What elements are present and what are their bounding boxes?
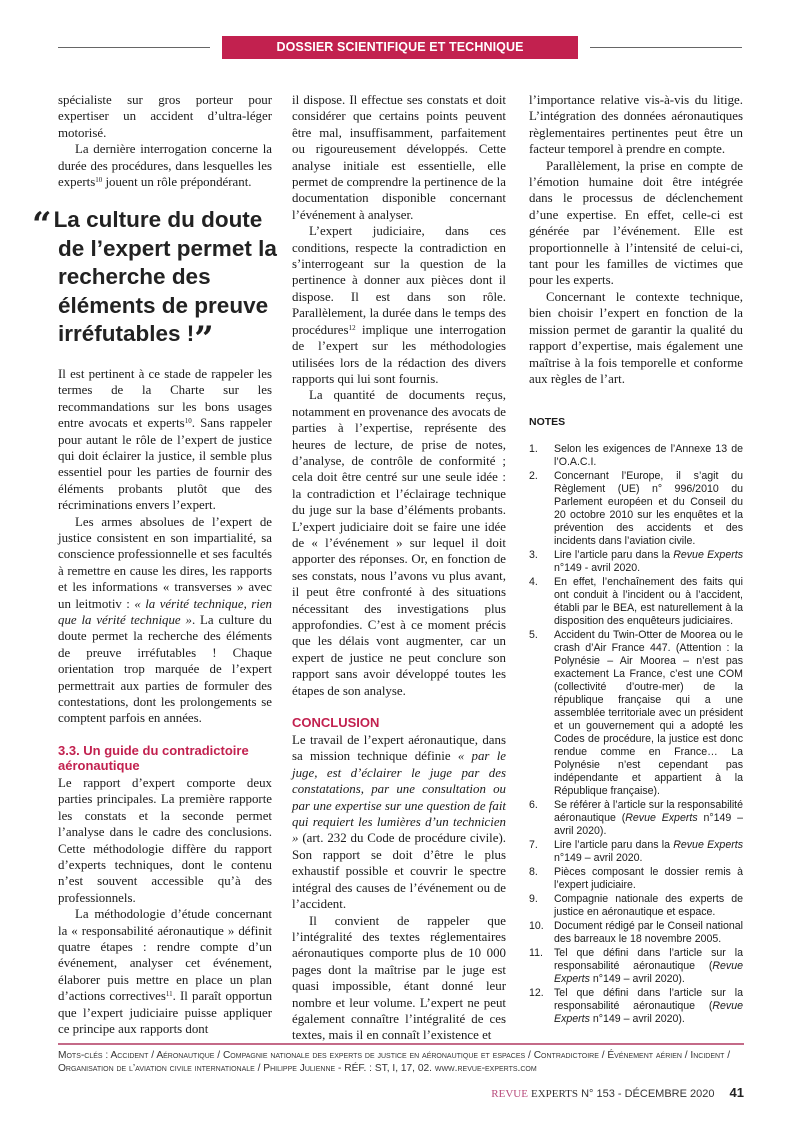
footnote-ref: 10	[95, 176, 103, 185]
italic-text: Revue Experts	[625, 811, 698, 824]
text-run: Se référer à l’article sur la responsabilité aéronautique (	[554, 798, 744, 824]
paragraph	[58, 514, 272, 727]
footer-issue: N° 153 - DÉCEMBRE 2020	[578, 1088, 715, 1100]
note-text	[554, 920, 743, 946]
conclusion-heading: CONCLUSION	[292, 715, 380, 731]
text-run: Lire l’article paru dans la	[554, 838, 674, 851]
paragraph	[58, 906, 272, 1037]
text-run: La dernière interrogation concerne la durée des procédures, dans lesquelles les experts	[58, 142, 272, 190]
paragraph	[292, 223, 506, 387]
text-run: . La culture du doute permet la recherche des éléments de preuve irréfutables ! Chaque orientation trop marquée de l’expert permettrait aux parties de formuler des contestations, dont les prolongements se comptent parfois en années.	[58, 613, 272, 726]
note-number: 1.	[529, 442, 538, 455]
text-run: Document rédigé par le Conseil national des barreaux le 18 novembre 2005.	[554, 919, 743, 945]
note-text	[554, 987, 743, 1026]
text-run: Concernant le contexte technique, bien choisir l’expert en fonction de la mission permet de garantir la qualité du rapport d’expertise, mais également une maîtrise à la fois temporelle et conforme aux règles de l’art.	[529, 289, 743, 386]
text-run: La quantité de documents reçus, notamment en provenance des avocats de parties à l’expertise, représente des heures de lecture, de prise de notes, d’analyse, de contrôle de conformité ; cela doit être centré sur une seule idée : la contradiction et l’éclairage technique du juge sur la base d’éléments probants. L’expert judiciaire doit se faire une idée de « l’événement » sur lequel il doit apporter des réponses. Or, en fonction de ses constats, nous l’avons vu plus avant, il peut être confronté à des situations nécessitant des investigations plus approfondies. C’est à ce moment précis que les délais vont augmenter, car un expert de justice ne peut conclure son rapport sans avoir développé toutes les étapes de son analyse.	[292, 388, 506, 698]
column-2	[292, 92, 506, 1044]
column-1	[32, 92, 277, 1037]
paragraph	[292, 732, 506, 912]
text-run: n°149 – avril 2020.	[554, 851, 643, 864]
note-item	[529, 947, 743, 986]
text-run: n°149 – avril 2020).	[589, 972, 685, 985]
text-run: Il est pertinent à ce stade de rappeler les termes de la Charte sur les recommandations sur les bons usages entre avocats et experts	[58, 366, 272, 431]
text-run: En effet, l’enchaînement des faits qui ont conduit à l’incident ou à l’accident, établi par le BEA, est naturellement à la disposition des enquêteurs judiciaires.	[554, 575, 743, 627]
note-number: 2.	[529, 469, 538, 482]
note-item	[529, 987, 743, 1026]
header-rule-right	[590, 47, 742, 48]
note-item	[529, 549, 743, 575]
text-run: n°149 – avril 2020).	[589, 1012, 685, 1025]
text-run: La méthodologie d’étude concernant la « responsabilité aéronautique » définit quatre étapes : rendre compte d’un événement, analyser cet événement, élaborer puis mettre en place un plan d’actions correctives	[58, 907, 272, 1004]
note-item	[529, 799, 743, 838]
note-text	[554, 866, 743, 892]
note-item	[529, 629, 743, 798]
note-number: 12.	[529, 986, 544, 999]
text-run: Lire l’article paru dans la	[554, 548, 674, 561]
note-text	[554, 893, 743, 919]
note-number: 10.	[529, 919, 544, 932]
note-item	[529, 443, 743, 469]
notes-list	[529, 443, 743, 1026]
text-run: Il convient de rappeler que l’intégralité des textes réglementaires aéronautiques comporte plus de 10 000 pages dont la maîtrise par le juge est quasi impossible, étant donné leur nombre et leur volume. L’expert ne peut également connaître l’intégralité de ces textes, mais il en connaît l’existence et	[292, 913, 506, 1043]
paragraph	[58, 141, 272, 190]
text-run: Le rapport d’expert comporte deux parties principales. La première rapporte les constats et la seconde permet l’analyse dans le cadre des conclusions. Cette méthodologie diffère du rapport d’experts techniques, dont le contenu n’est souvent accessible qu’à des professionnels.	[58, 775, 272, 905]
italic-text: Revue Experts	[673, 548, 743, 561]
paragraph	[58, 366, 272, 514]
footnote-ref: 11	[165, 990, 173, 999]
note-number: 6.	[529, 798, 538, 811]
column-3	[529, 92, 743, 1027]
text-run: implique une interrogation de l’expert sur les méthodologies utilisées lors de la rédaction des divers rapports qui lui sont fournis.	[292, 322, 506, 386]
italic-text: Revue Experts	[554, 959, 743, 985]
text-run: jouent un rôle prépondérant.	[102, 175, 252, 190]
note-text	[554, 629, 743, 798]
text-run: Le travail de l’expert aéronautique, dans sa mission technique définie	[292, 733, 506, 764]
text-run: Selon les exigences de l’Annexe 13 de l’O.A.C.I.	[554, 442, 743, 468]
note-text	[554, 799, 743, 838]
text-run: n°149 – avril 2020).	[554, 811, 744, 837]
note-number: 7.	[529, 838, 538, 851]
note-number: 9.	[529, 892, 538, 905]
text-run: (art. 232 du Code de procédure civile). Son rapport se doit d’être le plus exhaustif possible et couvrir le spectre intégral des causes de l’événement ou de l’accident.	[292, 831, 506, 912]
note-item	[529, 920, 743, 946]
text-run: spécialiste sur gros porteur pour expertiser un accident d’ultra-léger motorisé.	[58, 93, 272, 140]
footer-revue: REVUE	[491, 1088, 528, 1100]
note-number: 5.	[529, 628, 538, 641]
italic-text: Revue Experts	[554, 999, 743, 1025]
paragraph	[292, 387, 506, 699]
note-item	[529, 576, 743, 628]
page-footer	[491, 1085, 744, 1100]
close-quote-mark: ”	[194, 319, 214, 360]
text-run: Pièces composant le dossier remis à l’expert judiciaire.	[554, 865, 743, 891]
footer-rule	[58, 1043, 744, 1045]
note-text	[554, 549, 743, 575]
header-rule-left	[58, 47, 210, 48]
note-item	[529, 839, 743, 865]
keywords: Mots-clés : Accident / Aéronautique / Compagnie nationale des experts de justice en aéronautique et espaces / Contradictoire / Événement aérien / Incident / Organisation de l’aviation civile internationale / Philippe Julienne - RÉF. : ST, I, 17, 02. www.revue-experts.com	[58, 1050, 731, 1074]
text-run: Compagnie nationale des experts de justice en aéronautique et espace.	[554, 892, 743, 918]
note-number: 3.	[529, 548, 538, 561]
footer-experts: EXPERTS	[531, 1088, 579, 1100]
pull-quote	[32, 205, 278, 360]
italic-text: Revue Experts	[673, 838, 743, 851]
text-run: . Sans rappeler pour autant le rôle de l’expert de justice qui doit éclairer la justice, il semble plus essentiel pour les parties de fournir des éléments probants plutôt que des récriminations envers l’expert.	[58, 416, 272, 513]
text-run: Les armes absolues de l’expert de justice consistent en son impartialité, sa conscience professionnelle et ses facultés à remettre en cause les dires, les rapports et les informations « transverses » avec un leitmotiv :	[58, 514, 272, 611]
italic-text: « la vérité technique, rien que la vérité technique »	[58, 596, 273, 628]
text-run: Tel que défini dans l’article sur la responsabilité aéronautique (	[554, 986, 743, 1012]
note-number: 4.	[529, 575, 538, 588]
note-text	[554, 443, 743, 469]
note-item	[529, 893, 743, 919]
paragraph	[292, 92, 506, 223]
pull-quote-text: La culture du doute de l’expert permet la recherche des éléments de preuve irréfutables !	[53, 207, 277, 347]
note-text	[554, 470, 743, 548]
footnote-ref: 12	[348, 323, 356, 332]
paragraph	[58, 92, 272, 141]
text-run: Concernant l’Europe, il s’agit du Règlement (UE) n° 996/2010 du Parlement européen et du Conseil du 20 octobre 2010 sur les enquêtes et la prévention des accidents et des incidents dans l’aviation civile.	[554, 469, 743, 547]
paragraph	[58, 775, 272, 906]
note-number: 8.	[529, 865, 538, 878]
text-run: il dispose. Il effectue ses constats et doit considérer que certains points peuvent être mal, insuffisamment, parfaitement ou rigoureusement développés. Cette analyse initiale est essentielle, elle permet de comprendre la pertinence de la documentation disponible concernant l’événement à analyser.	[292, 93, 506, 222]
text-run: Accident du Twin-Otter de Moorea ou le crash d’Air France 447. (Attention : la Polynésie – Air Moorea – n’est pas exactement La France, c’est une COM (collectivité d’outre-mer) de la république française qui a une assemblée territoriale avec un président et un gouvernement qui a adopté les Codes de procédure, la justice est donc rendue comme en France… La Polynésie n’est cependant pas indépendante et appartient à la République française).	[554, 628, 743, 797]
paragraph	[529, 92, 743, 158]
text-run: l’importance relative vis-à-vis du litige. L’intégration des données aéronautiques règlementaires pertinentes peut être un facteur temporel à prendre en compte.	[529, 93, 743, 157]
note-item	[529, 866, 743, 892]
page-number: 41	[729, 1085, 744, 1100]
paragraph	[529, 289, 743, 387]
note-text	[554, 947, 743, 986]
footnote-ref: 10	[184, 417, 192, 426]
text-run: L’expert judiciaire, dans ces conditions, respecte la contradiction en s’interrogeant sur la question de la pertinence à donner aux pièces dont il dispose. Il est dans son rôle. Parallèlement, la durée dans le temps des procédures	[292, 224, 506, 337]
note-number: 11.	[529, 946, 543, 959]
text-run: Tel que défini dans l’article sur la responsabilité aéronautique (	[554, 946, 743, 972]
italic-text: « par le juge, est d’éclairer le juge par des constatations, par une consultation ou par une expertise sur une question de fait qui requiert les lumières d’un technicien »	[292, 749, 506, 846]
text-run: n°149 - avril 2020.	[554, 561, 641, 574]
section-banner: DOSSIER SCIENTIFIQUE ET TECHNIQUE	[222, 36, 578, 59]
text-run: . Il paraît opportun que l’expert judiciaire puisse appliquer ce principe aux rapports dont	[58, 989, 273, 1036]
paragraph	[529, 158, 743, 289]
text-run: Parallèlement, la prise en compte de l’émotion humaine doit être intégrée dans le processus de déclenchement d’une expertise. En effet, celle-ci est générée par l’événement. Elle est proportionnelle à l’intensité de celui-ci, tant pour les familles de victimes que pour les experts.	[529, 158, 743, 288]
paragraph	[292, 913, 506, 1044]
note-text	[554, 839, 743, 865]
section-heading: 3.3. Un guide du contradictoire aéronautique	[58, 742, 249, 773]
notes-title: NOTES	[529, 416, 566, 429]
open-quote-mark: “	[32, 205, 52, 246]
note-text	[554, 576, 743, 628]
note-item	[529, 470, 743, 548]
